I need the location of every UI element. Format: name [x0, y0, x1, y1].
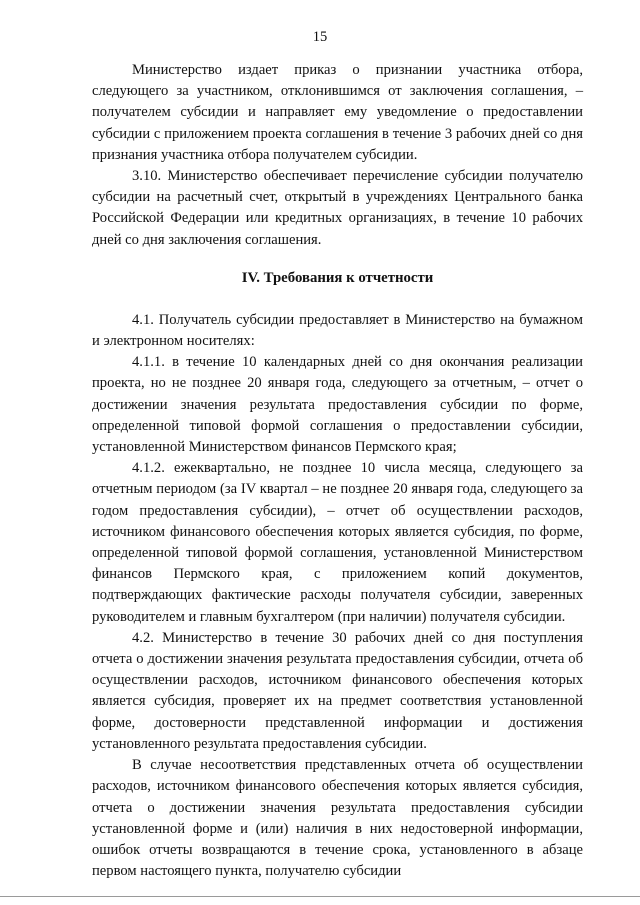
page-number: 15: [312, 29, 328, 45]
paragraph-4-1-2: 4.1.2. ежеквартально, не позднее 10 числа месяца, следующего за отчетным периодом (за IV квартал – не позднее 20 января года, следующего за годом предоставления субсидии), – отчет об осуществлении расходов, источником финансового обеспечения которых является субсидия, по форме, определенной типовой формой соглашения, установленной Министерством финансов Пермского края, с приложением копий документов, подтверждающих фактические расходы получателя субсидии, заверенных руководителем и главным бухгалтером (при наличии) получателя субсидии.: [92, 460, 583, 625]
paragraph-non-compliance: В случае несоответствия представленных отчета об осуществлении расходов, источником финансового обеспечения которых является субсидия, отчета о достижении значения результата предоставления субсидии установленной форме и (или) наличия в них недостоверной информации, ошибок отчеты возвращаются в течение срока, установленного в абзаце первом настоящего пункта, получателю субсидии: [92, 757, 583, 880]
paragraph-minister-order: Министерство издает приказ о признании участника отбора, следующего за участником, отклонившимся от заключения соглашения, – получателем субсидии и направляет ему уведомление о предоставлении субсидии с приложением проекта соглашения в течение 3 рабочих дней со дня признания участника отбора получателем субсидии.: [92, 62, 583, 163]
paragraph-4-1: 4.1. Получатель субсидии предоставляет в Министерство на бумажном и электронном носителях:: [92, 311, 583, 350]
page-bottom-divider: [0, 896, 640, 897]
document-body: [92, 60, 583, 882]
paragraph-3-10: 3.10. Министерство обеспечивает перечисление субсидии получателю субсидии на расчетный счет, открытый в учреждениях Центрального банка Российской Федерации или кредитных организациях, в течение 10 рабочих дней со дня заключения соглашения.: [92, 168, 583, 248]
paragraph-4-2: 4.2. Министерство в течение 30 рабочих дней со дня поступления отчета о достижении значения результата предоставления субсидии, отчета об осуществлении расходов, источником финансового обеспечения которых является субсидия, проверяет их на предмет соответствия установленной форме, достоверности представленной информации и достижения установленного результата предоставления субсидии.: [92, 629, 583, 752]
section-heading-reporting: IV. Требования к отчетности: [241, 269, 434, 286]
paragraph-4-1-1: 4.1.1. в течение 10 календарных дней со дня окончания реализации проекта, но не позднее 20 января года, следующего за отчетным, – отчет о достижении значения результата предоставления субсидии по форме, определенной типовой формой соглашения о предоставлении субсидии, установленной Министерством финансов Пермского края;: [92, 354, 583, 456]
